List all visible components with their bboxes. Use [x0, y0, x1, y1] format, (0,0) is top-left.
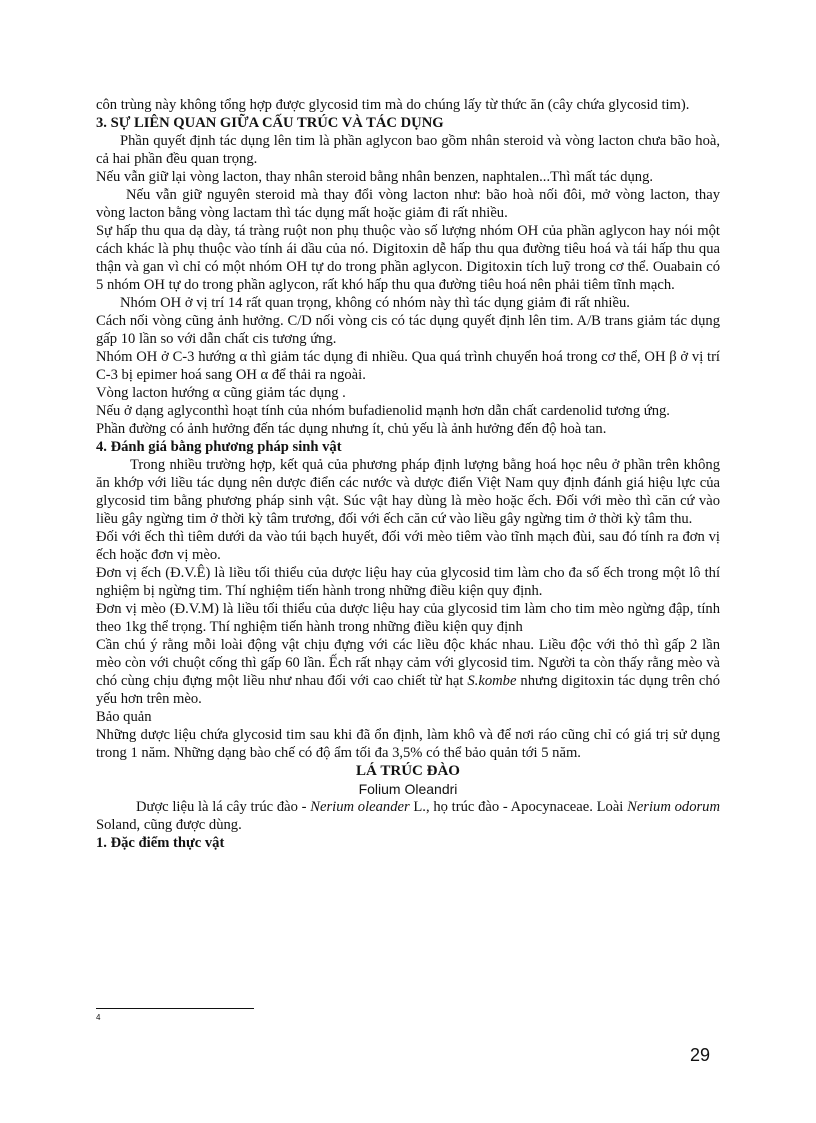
paragraph: Cách nối vòng cũng ảnh hưởng. C/D nối vòng cis có tác dụng quyết định lên tim. A/B trans giảm tác dụng gấp 10 lần so với dẫn chất cis tương ứng. [96, 313, 720, 347]
italic-species: Nerium odorum [627, 799, 721, 815]
section-heading: 4. Đánh giá bằng phương pháp sinh vật [96, 439, 342, 455]
paragraph: Nhóm OH ở vị trí 14 rất quan trọng, không có nhóm này thì tác dụng giảm đi rất nhiều. [120, 295, 630, 311]
paragraph: Đơn vị ếch (Đ.V.Ê) là liều tối thiểu của dược liệu hay của glycosid tim làm cho đa số ếch trong một lô thí nghiệm bị ngừng tim. Thí nghiệm tiến hành trong những điều kiện quy định. [96, 565, 720, 599]
paragraph: côn trùng này không tổng hợp được glycosid tim mà do chúng lấy từ thức ăn (cây chứa glycosid tim). [96, 97, 690, 113]
text-run: Dược liệu là lá cây trúc đào - [136, 799, 311, 815]
section-heading: 3. SỰ LIÊN QUAN GIỮA CẤU TRÚC VÀ TÁC DỤNG [96, 115, 444, 131]
paragraph: Trong nhiều trường hợp, kết quả của phương pháp định lượng bằng hoá học nêu ở phần trên không ăn khớp với liều tác dụng nên dược điển các nước và dược điển Việt Nam quy định đánh giá hiệu lực của glycosid tim bằng phương pháp sinh vật. Súc vật hay dùng là mèo hoặc ếch. Đối với mèo thì căn cứ vào liều gây ngừng tim ở thời kỳ tâm trương, đối với ếch căn cứ vào liều gây ngừng tim ở thời kỳ tâm thu. [96, 457, 720, 527]
paragraph: Sự hấp thu qua dạ dày, tá tràng ruột non phụ thuộc vào số lượng nhóm OH của phần aglycon hay nói một cách khác là phụ thuộc vào tính ái dầu của nó. Digitoxin dễ hấp thu qua đường tiêu hoá và tái hấp thu qua thận và gan vì chỉ có một nhóm OH tự do trong phần aglycon. Digitoxin tích luỹ trong cơ thể. Ouabain có 5 nhóm OH tự do trong phần aglycon, rất khó hấp thu qua đường tiêu hoá nên phải tiêm tĩnh mạch. [96, 223, 720, 293]
paragraph [96, 636, 720, 708]
footnote-mark: 4 [96, 1013, 101, 1022]
monograph-latin-name: Folium Oleandri [358, 781, 458, 797]
paragraph: Nếu ở dạng aglyconthì hoạt tính của nhóm bufadienolid mạnh hơn dẫn chất cardenolid tương ứng. [96, 403, 670, 419]
paragraph: Phần đường có ảnh hưởng đến tác dụng nhưng ít, chủ yếu là ảnh hưởng đến độ hoà tan. [96, 421, 607, 437]
paragraph: Phần quyết định tác dụng lên tim là phần aglycon bao gồm nhân steroid và vòng lacton chưa bão hoà, cả hai phần đều quan trọng. [96, 133, 720, 167]
paragraph: Nếu vẫn giữ nguyên steroid mà thay đổi vòng lacton như: bão hoà nối đôi, mở vòng lacton, thay vòng lacton bằng vòng lactam thì tác dụng mất hoặc giảm đi rất nhiều. [96, 187, 720, 221]
paragraph: Những dược liệu chứa glycosid tim sau khi đã ổn định, làm khô và để nơi ráo cũng chỉ có giá trị sử dụng trong 1 năm. Những dạng bào chế có độ ẩm tối đa 3,5% có thể bảo quản tới 5 năm. [96, 727, 720, 761]
text-run: Cần chú ý rằng mỗi loài động vật chịu đựng với các liều độc khác nhau. Liều độc với thỏ thì gấp 2 lần mèo còn với chuột cống thì gấp 60 lần. Ếch rất nhạy cảm với glycosid tim. Người ta còn thấy rằng mèo và chó cùng chịu đựng một liều như nhau đối với cao chiết từ hạt [96, 637, 720, 689]
paragraph: Bảo quản [96, 709, 152, 725]
text-run: Soland, cũng được dùng. [96, 817, 242, 833]
paragraph [96, 798, 720, 834]
paragraph: Đơn vị mèo (Đ.V.M) là liều tối thiểu của dược liệu hay của glycosid tim làm cho tim mèo ngừng đập, tính theo 1kg thể trọng. Thí nghiệm tiến hành trong những điều kiện quy định [96, 601, 720, 635]
paragraph: Vòng lacton hướng α cũng giảm tác dụng . [96, 385, 346, 401]
section-heading: 1. Đặc điểm thực vật [96, 835, 225, 851]
text-run: L., họ trúc đào - Apocynaceae. Loài [409, 799, 628, 815]
italic-species: Nerium oleander [310, 799, 410, 815]
page-body [96, 96, 720, 852]
page-number: 29 [690, 1045, 711, 1065]
paragraph: Nhóm OH ở C-3 hướng α thì giảm tác dụng đi nhiều. Qua quá trình chuyển hoá trong cơ thể, OH β ở vị trí C-3 bị epimer hoá sang OH α để thải ra ngoài. [96, 349, 720, 383]
text-run: nhưng digitoxin tác dụng trên chó yếu hơn trên mèo. [96, 673, 720, 707]
paragraph: Đối với ếch thì tiêm dưới da vào túi bạch huyết, đối với mèo tiêm vào tĩnh mạch đùi, sau đó tính ra đơn vị ếch hoặc đơn vị mèo. [96, 529, 720, 563]
footnote-divider [96, 1008, 254, 1009]
monograph-title: LÁ TRÚC ĐÀO [356, 763, 460, 779]
italic-species: S.kombe [467, 673, 517, 689]
paragraph: Nếu vẫn giữ lại vòng lacton, thay nhân steroid bằng nhân benzen, naphtalen...Thì mất tác dụng. [96, 169, 654, 185]
